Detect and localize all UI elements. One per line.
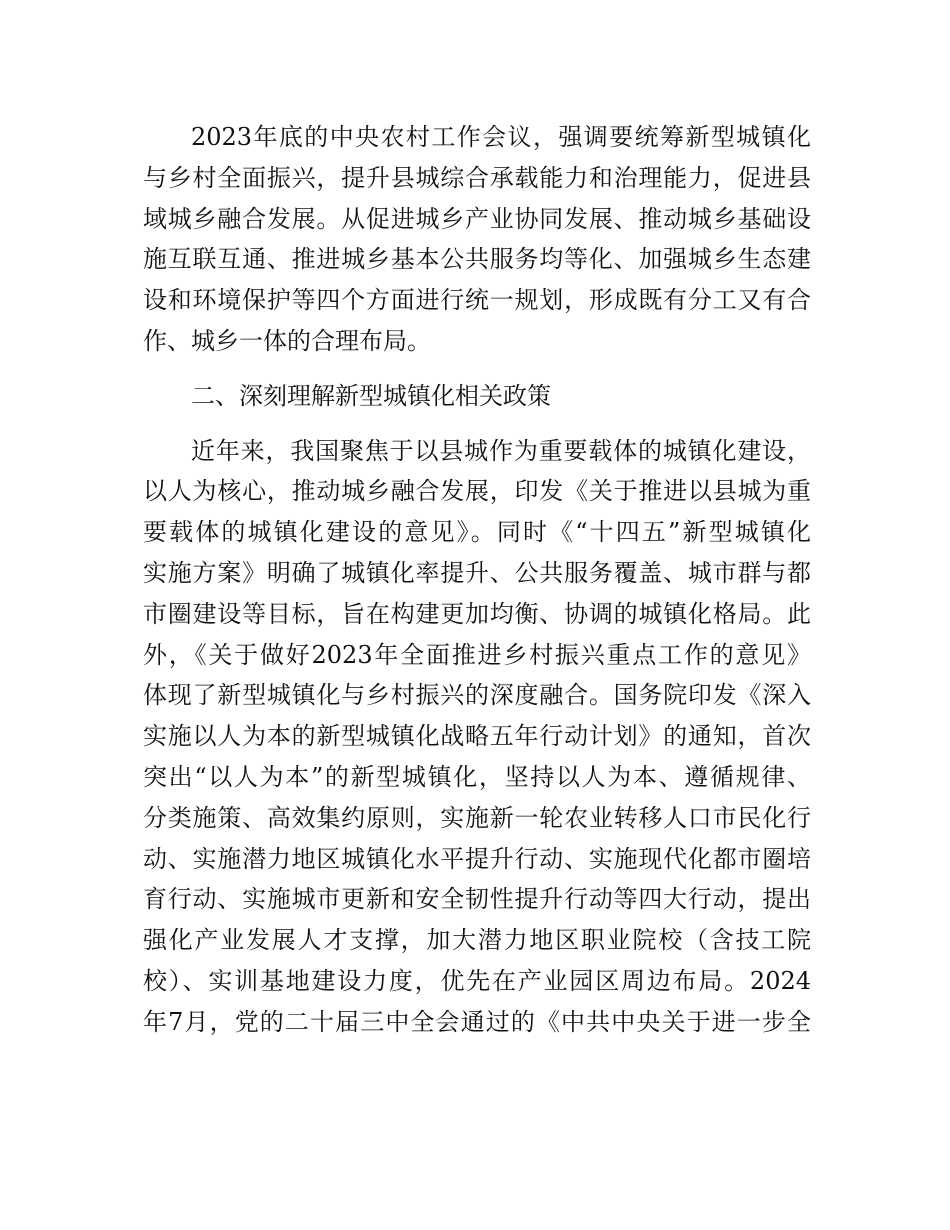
section-heading-text: 二、深刻理解新型城镇化相关政策 bbox=[191, 381, 551, 410]
text-line: 分类施策、高效集约原则，实施新一轮农业转移人口市民化行 bbox=[143, 803, 811, 832]
document-body bbox=[143, 117, 811, 1057]
text-line: 体现了新型城镇化与乡村振兴的深度融合。国务院印发《深入 bbox=[143, 681, 811, 710]
text-line: 以人为核心，推动城乡融合发展，印发《关于推进以县城为重 bbox=[143, 477, 811, 506]
text-line: 施互联互通、推进城乡基本公共服务均等化、加强城乡生态建 bbox=[143, 245, 811, 274]
text-line: 年7月，党的二十届三中全会通过的《中共中央关于进一步全 bbox=[143, 1007, 811, 1036]
text-line: 强化产业发展人才支撑，加大潜力地区职业院校（含技工院 bbox=[143, 926, 811, 955]
paragraph-urbanization-policies bbox=[143, 431, 811, 1043]
text-line: 市圈建设等目标，旨在构建更加均衡、协调的城镇化格局。此 bbox=[143, 599, 811, 628]
text-line: 设和环境保护等四个方面进行统一规划，形成既有分工又有合 bbox=[143, 286, 811, 315]
text-line: 与乡村全面振兴，提升县城综合承载能力和治理能力，促进县 bbox=[143, 163, 811, 192]
text-line: 动、实施潜力地区城镇化水平提升行动、实施现代化都市圈培 bbox=[143, 844, 811, 873]
text-line: 域城乡融合发展。从促进城乡产业协同发展、推动城乡基础设 bbox=[143, 204, 811, 233]
section-heading bbox=[143, 376, 811, 417]
text-line: 要载体的城镇化建设的意见》。同时《“十四五”新型城镇化 bbox=[143, 518, 811, 547]
text-line: 外，《关于做好2023年全面推进乡村振兴重点工作的意见》 bbox=[143, 640, 811, 669]
text-line: 育行动、实施城市更新和安全韧性提升行动等四大行动，提出 bbox=[143, 885, 811, 914]
text-line: 校）、实训基地建设力度，优先在产业园区周边布局。2024 bbox=[143, 966, 811, 995]
text-line: 2023年底的中央农村工作会议，强调要统筹新型城镇化 bbox=[191, 123, 811, 151]
text-line: 近年来，我国聚焦于以县城作为重要载体的城镇化建设， bbox=[191, 436, 811, 465]
paragraph-central-rural-work-conference bbox=[143, 117, 811, 362]
text-line: 作、城乡一体的合理布局。 bbox=[143, 326, 431, 355]
text-line: 实施方案》明确了城镇化率提升、公共服务覆盖、城市群与都 bbox=[143, 558, 811, 587]
text-line: 实施以人为本的新型城镇化战略五年行动计划》的通知，首次 bbox=[143, 722, 811, 751]
text-line: 突出“以人为本”的新型城镇化，坚持以人为本、遵循规律、 bbox=[143, 762, 811, 791]
